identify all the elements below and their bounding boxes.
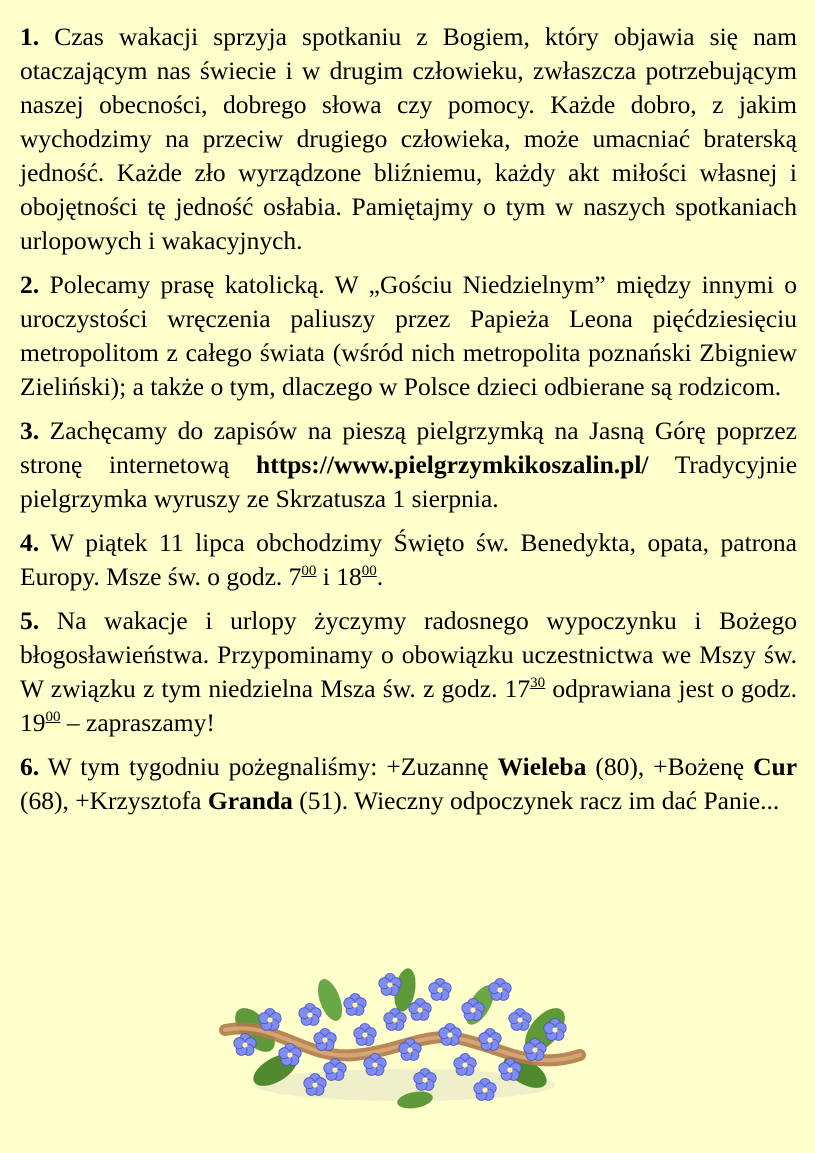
item-text-after: Tradycyjnie pielgrzymka wyruszy ze Skrzatusza 1 sierpnia. — [20, 450, 798, 513]
deceased-name: Wieleba — [497, 752, 587, 781]
item-text-mid: i 18 — [316, 562, 362, 591]
deceased-name: Cur — [753, 752, 798, 781]
time-minutes: 00 — [301, 563, 317, 579]
forget-me-not-flowers-icon — [215, 960, 595, 1120]
item-number: 1. — [20, 22, 40, 51]
announcement-2 — [20, 268, 797, 404]
item-text: Na wakacje i urlopy życzymy radosnego wypoczynku i Bożego błogosławieństwa. Przypominamy o obowiązku uczestnictwa we Mszy św. W związku z tym niedzielna Msza św. z godz. 17 — [20, 606, 798, 703]
announcement-1 — [20, 20, 797, 258]
item-number: 4. — [20, 528, 40, 557]
item-text: W tym tygodniu pożegnaliśmy: +Zuzannę — [47, 752, 489, 781]
item-number: 3. — [20, 416, 40, 445]
item-text: (80), +Bożenę — [595, 752, 745, 781]
time-minutes: 00 — [361, 563, 377, 579]
item-text: Polecamy prasę katolicką. W „Gościu Niedzielnym” między innymi o uroczystości wręczenia paliuszy przez Papieża Leona pięćdziesięciu metropolitom z całego świata (wśród nich metropolita poznański Zbigniew Zieliński); a także o tym, dlaczego w Polsce dzieci odbierane są rodzicom. — [20, 270, 798, 401]
item-number: 5. — [20, 606, 40, 635]
item-number: 6. — [20, 752, 40, 781]
item-text: (51). Wieczny odpoczynek racz im dać Panie... — [299, 786, 780, 815]
time-minutes: 30 — [530, 675, 546, 691]
item-number: 2. — [20, 270, 40, 299]
item-text-end: . — [376, 562, 384, 591]
item-text: Zachęcamy do zapisów na pieszą pielgrzymką na Jasną Górę poprzez stronę internetową — [20, 416, 798, 479]
announcements — [20, 20, 797, 828]
website-link[interactable]: https://www.pielgrzymkikoszalin.pl/ — [256, 450, 649, 479]
announcement-6 — [20, 750, 797, 818]
item-text: Czas wakacji sprzyja spotkaniu z Bogiem, który objawia się nam otaczającym nas świecie i w drugim człowieku, zwłaszcza potrzebującym naszej obecności, dobrego słowa czy pomocy. Każde dobro, z jakim wychodzimy na przeciw drugiego człowieka, może umacniać braterską jedność. Każde zło wyrządzone bliźniemu, każdy akt miłości własnej i obojętności tę jedność osłabia. Pamiętajmy o tym w naszych spotkaniach urlopowych i wakacyjnych. — [20, 22, 798, 255]
time-minutes: 00 — [45, 709, 61, 725]
item-text: (68), +Krzysztofa — [20, 786, 202, 815]
item-text-end: – zapraszamy! — [60, 708, 215, 737]
announcement-5 — [20, 604, 797, 740]
announcement-3 — [20, 414, 797, 516]
item-text: W piątek 11 lipca obchodzimy Święto św. Benedykta, opata, patrona Europy. Msze św. o godz. 7 — [20, 528, 797, 591]
item-text-mid: odprawiana jest o godz. 19 — [20, 674, 797, 737]
deceased-name: Granda — [207, 786, 293, 815]
announcement-4 — [20, 526, 797, 594]
